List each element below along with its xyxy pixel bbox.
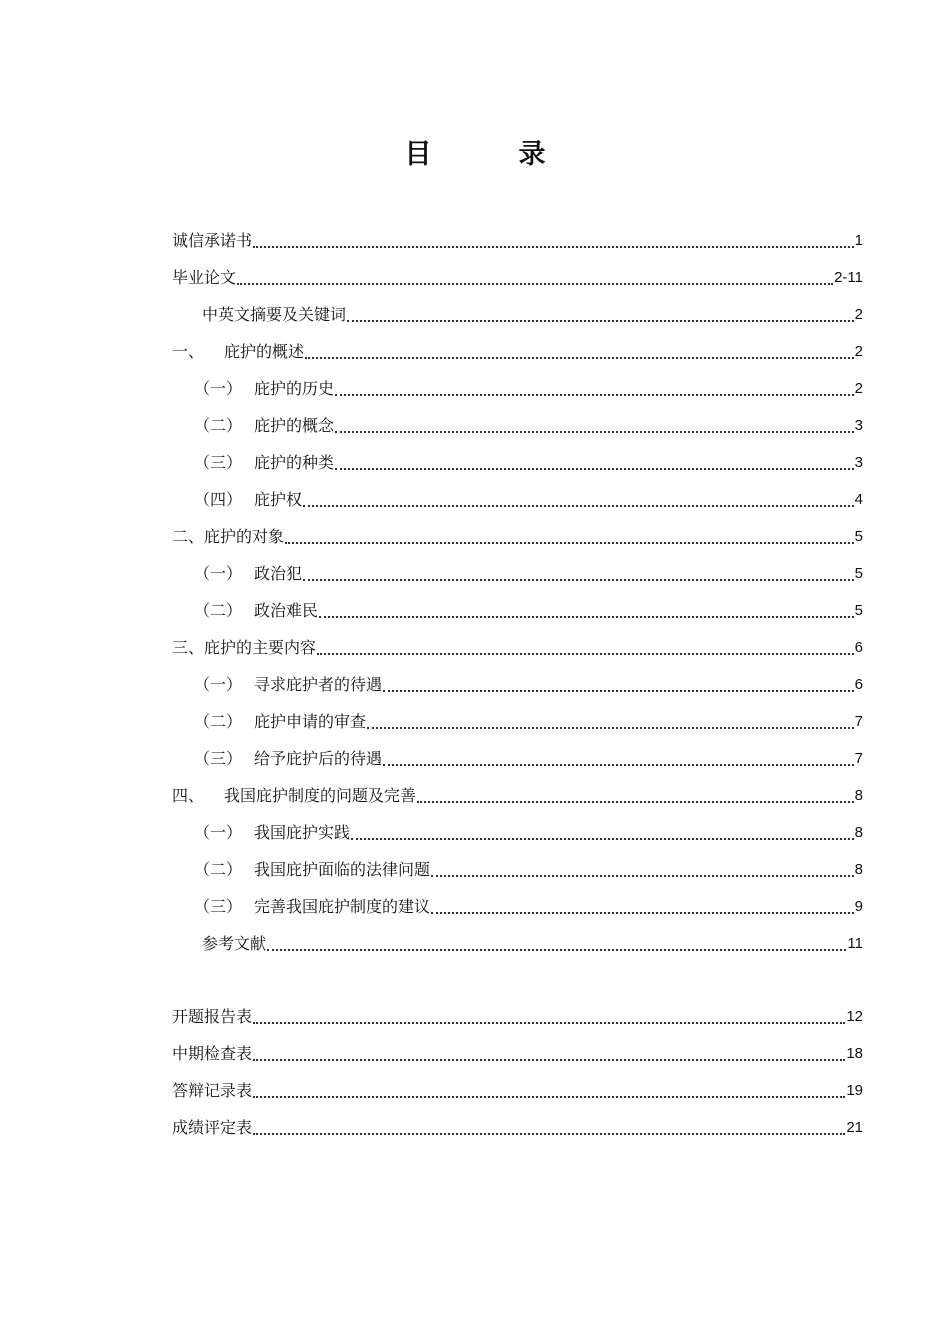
toc-entry-title: 完善我国庇护制度的建议 [254,897,431,916]
toc-entry[interactable] [172,777,863,814]
toc-entry-page-number: 1 [854,232,863,249]
toc-entry-number: （一） [194,823,243,842]
toc-entry-page-number: 18 [846,1045,863,1062]
toc-entry[interactable] [172,629,863,666]
toc-entry-number: （四） [194,490,243,509]
toc-entry[interactable] [172,407,863,444]
toc-entry-title: 我国庇护面临的法律问题 [254,860,431,879]
dot-leader [303,579,854,581]
dot-leader [285,542,854,544]
dot-leader [253,1133,845,1135]
toc-entry-page-number: 2 [854,306,863,323]
toc-entry[interactable] [172,481,863,518]
toc-entry-number: （三） [194,453,243,472]
toc-entry-title: 中英文摘要及关键词 [202,305,347,324]
toc-entry-page-number: 6 [854,676,863,693]
page-title: 目 录 [404,139,576,170]
toc-entry-page-number: 11 [847,935,863,952]
toc-entry[interactable] [172,259,863,296]
toc-entry[interactable] [172,888,863,925]
toc-entry-page-number: 2 [854,380,863,397]
toc-entry-title: 诚信承诺书 [172,231,253,250]
dot-leader [305,357,854,359]
dot-leader [317,653,854,655]
dot-leader [253,1022,845,1024]
toc-entry-number: （三） [194,897,243,916]
toc-entry-title: 政治难民 [254,601,319,620]
toc-entry-number: （二） [194,712,243,731]
dot-leader [417,801,854,803]
toc-entry-page-number: 8 [854,824,863,841]
table-of-contents [172,222,863,1146]
toc-entry-page-number: 7 [854,750,863,767]
toc-entry[interactable] [172,1109,863,1146]
dot-leader [303,505,854,507]
toc-entry[interactable] [172,555,863,592]
dot-leader [351,838,854,840]
toc-entry-page-number: 2-11 [834,269,863,286]
dot-leader [253,246,854,248]
toc-entry-title: 我国庇护制度的问题及完善 [224,786,417,805]
toc-entry-title: 成绩评定表 [172,1118,253,1137]
toc-appendix-list [172,998,863,1146]
toc-entry[interactable] [172,740,863,777]
toc-entry-number: （一） [194,564,243,583]
toc-entry-title: 三、庇护的主要内容 [172,638,317,657]
toc-entry-number: 四、 [172,786,205,805]
toc-entry-page-number: 2 [854,343,863,360]
toc-main-list [172,222,863,962]
toc-entry[interactable] [172,666,863,703]
toc-entry[interactable] [172,851,863,888]
toc-entry-title: 我国庇护实践 [254,823,351,842]
dot-leader [319,616,854,618]
toc-entry-title: 庇护的概述 [224,342,305,361]
toc-entry-title: 中期检查表 [172,1044,253,1063]
toc-entry[interactable] [172,222,863,259]
toc-entry[interactable] [172,703,863,740]
toc-entry-title: 庇护的种类 [254,453,335,472]
toc-entry-page-number: 6 [854,639,863,656]
toc-entry-title: 给予庇护后的待遇 [254,749,383,768]
toc-entry-page-number: 8 [854,787,863,804]
toc-entry-page-number: 9 [854,898,863,915]
toc-entry[interactable] [172,592,863,629]
toc-entry-title: 毕业论文 [172,268,237,287]
toc-entry[interactable] [172,444,863,481]
toc-entry-number: （二） [194,860,243,879]
toc-entry[interactable] [172,925,863,962]
toc-entry[interactable] [172,370,863,407]
toc-entry-title: 答辩记录表 [172,1081,253,1100]
dot-leader [383,690,854,692]
toc-entry-page-number: 5 [854,565,863,582]
toc-entry-title: 二、庇护的对象 [172,527,285,546]
toc-entry-number: 一、 [172,342,205,361]
toc-entry-number: （三） [194,749,243,768]
toc-entry[interactable] [172,1072,863,1109]
dot-leader [347,320,854,322]
dot-leader [335,468,854,470]
toc-entry-number: （一） [194,675,243,694]
toc-entry-title: 寻求庇护者的待遇 [254,675,383,694]
toc-entry-page-number: 7 [854,713,863,730]
toc-entry-number: （一） [194,379,243,398]
dot-leader [267,949,846,951]
dot-leader [367,727,854,729]
toc-entry-page-number: 5 [854,528,863,545]
dot-leader [335,394,854,396]
dot-leader [431,875,854,877]
toc-entry-number: （二） [194,416,243,435]
toc-entry-page-number: 8 [854,861,863,878]
toc-entry-page-number: 21 [846,1119,863,1136]
toc-entry-title: 庇护权 [254,490,303,509]
toc-entry[interactable] [172,518,863,555]
toc-entry-page-number: 3 [854,417,863,434]
toc-spacer [172,962,863,998]
toc-entry-page-number: 19 [846,1082,863,1099]
toc-entry-page-number: 5 [854,602,863,619]
toc-entry[interactable] [172,296,863,333]
dot-leader [383,764,854,766]
toc-entry-title: 庇护的历史 [254,379,335,398]
dot-leader [253,1059,845,1061]
toc-entry-number: （二） [194,601,243,620]
dot-leader [335,431,854,433]
toc-entry-page-number: 12 [846,1008,863,1025]
dot-leader [431,912,854,914]
toc-entry-title: 庇护申请的审查 [254,712,367,731]
toc-entry[interactable] [172,814,863,851]
toc-entry[interactable] [172,998,863,1035]
toc-entry[interactable] [172,333,863,370]
toc-entry-title: 政治犯 [254,564,303,583]
toc-entry-title: 开题报告表 [172,1007,253,1026]
toc-entry-title: 参考文献 [202,934,267,953]
toc-entry-title: 庇护的概念 [254,416,335,435]
dot-leader [237,283,833,285]
toc-entry-page-number: 3 [854,454,863,471]
dot-leader [253,1096,845,1098]
toc-entry-page-number: 4 [854,491,863,508]
toc-entry[interactable] [172,1035,863,1072]
